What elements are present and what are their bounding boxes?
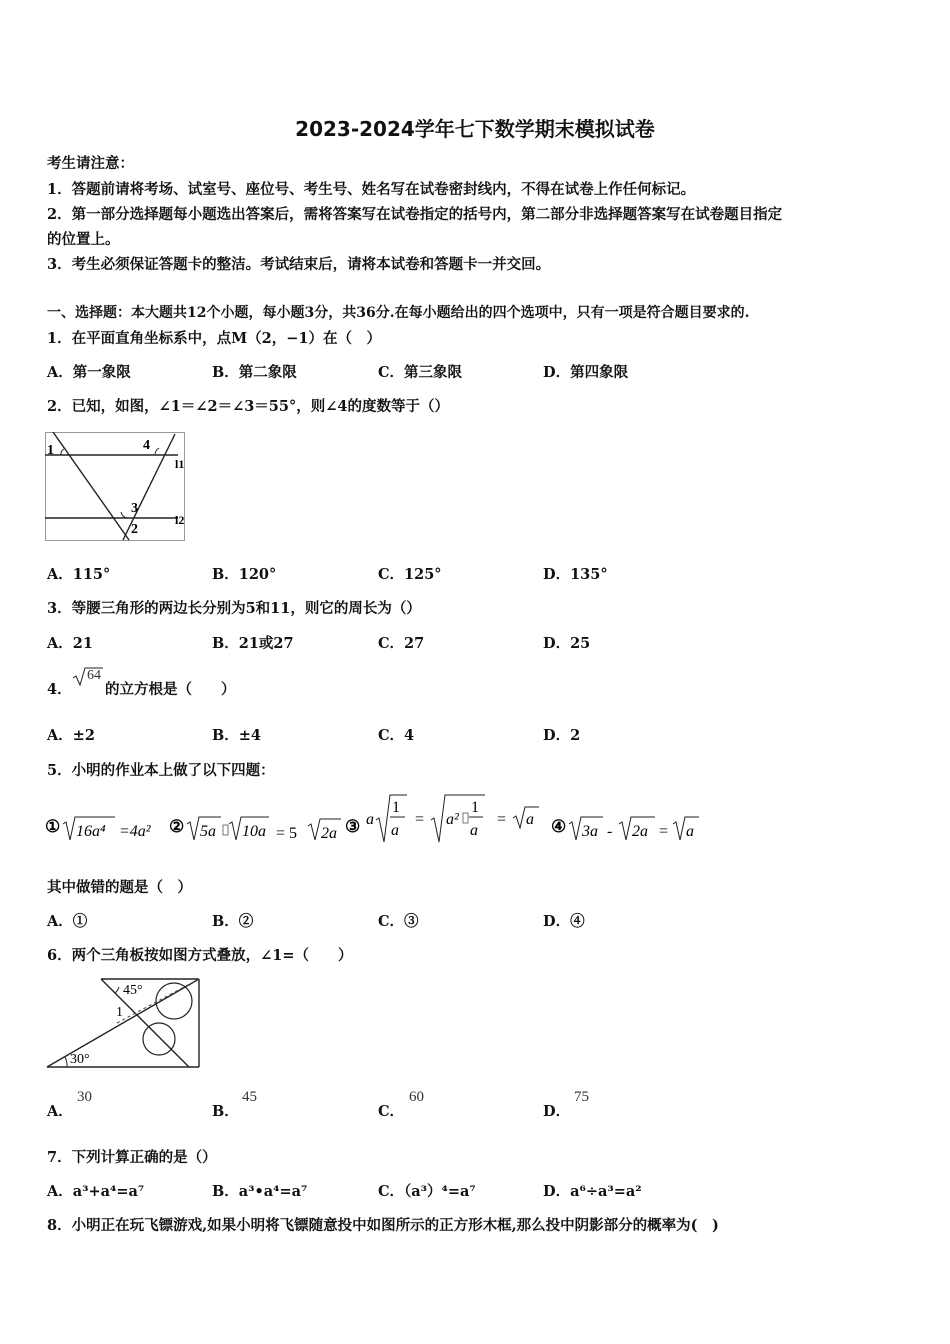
expr-term: a bbox=[526, 811, 534, 828]
option-c-value: 60 bbox=[409, 1089, 424, 1105]
option-c[interactable]: C．第三象限 bbox=[378, 364, 463, 381]
angle-label: 2 bbox=[131, 522, 138, 537]
option-c[interactable]: C．（a³）⁴=a⁷ bbox=[378, 1183, 476, 1200]
notice-item: 3．考生必须保证答题卡的整洁。考试结束后，请将本试卷和答题卡一并交回。 bbox=[47, 256, 551, 273]
parallel-lines-figure bbox=[45, 432, 186, 542]
section-heading: 一、选择题：本大题共12个小题，每小题3分，共36分.在每小题给出的四个选项中，只有一项是符合题目要求的. bbox=[47, 305, 750, 321]
expr-term: a bbox=[366, 811, 374, 828]
expr-term: a bbox=[470, 822, 478, 839]
notice-heading: 考生请注意： bbox=[47, 155, 134, 172]
expr-term: a bbox=[686, 823, 694, 840]
angle-label: 1 bbox=[116, 1005, 123, 1020]
question-stem: 8．小明正在玩飞镖游戏,如果小明将飞镖随意投中如图所示的正方形木框,那么投中阴影部分的概率为( ) bbox=[47, 1217, 719, 1234]
angle-label: 45° bbox=[123, 983, 143, 998]
option-d[interactable]: D．第四象限 bbox=[543, 364, 629, 381]
expr-term: a² bbox=[446, 811, 459, 828]
option-b[interactable]: B．第二象限 bbox=[212, 364, 297, 381]
question-stem: 2．已知，如图，∠1＝∠2＝∠3＝55°，则∠4的度数等于（） bbox=[47, 398, 449, 415]
option-d[interactable]: D．25 bbox=[543, 635, 591, 652]
expr-term: 1 bbox=[392, 799, 400, 816]
angle-label: 30° bbox=[70, 1052, 90, 1067]
expr-term: 16a⁴ bbox=[76, 823, 106, 840]
option-a[interactable]: A．① bbox=[47, 913, 88, 930]
expr-term: 3a bbox=[582, 823, 598, 840]
expr-term: = bbox=[497, 811, 507, 828]
expr-term: 1 bbox=[471, 799, 479, 816]
option-b[interactable]: B．±4 bbox=[212, 727, 261, 744]
question-stem: 的立方根是（ ） bbox=[105, 681, 236, 698]
option-b[interactable]: B．21或27 bbox=[212, 635, 294, 652]
circled-4: ④ bbox=[551, 817, 567, 836]
option-a[interactable]: A．a³+a⁴=a⁷ bbox=[47, 1183, 145, 1200]
circled-1: ① bbox=[45, 817, 61, 836]
option-b[interactable]: B．② bbox=[212, 913, 254, 930]
question-stem: 6．两个三角板按如图方式叠放，∠1=（ ） bbox=[47, 947, 353, 964]
option-a-letter[interactable]: A． bbox=[47, 1103, 73, 1120]
option-d-letter[interactable]: D． bbox=[543, 1103, 571, 1120]
option-d[interactable]: D．135° bbox=[543, 566, 608, 583]
expr-term: = bbox=[659, 823, 669, 840]
notice-item: 的位置上。 bbox=[47, 231, 120, 248]
option-a[interactable]: A．±2 bbox=[47, 727, 95, 744]
notice-item: 2．第一部分选择题每小题选出答案后，需将答案写在试卷指定的括号内，第二部分非选择题答案写在试卷题目指定 bbox=[47, 206, 783, 223]
expr-term: 2a bbox=[632, 823, 648, 840]
math-expressions bbox=[45, 790, 725, 850]
angle-label: 3 bbox=[131, 501, 138, 516]
page-title: 2023-2024学年七下数学期末模拟试卷 bbox=[295, 117, 655, 141]
option-d-value: 75 bbox=[574, 1089, 589, 1105]
option-d[interactable]: D．2 bbox=[543, 727, 581, 744]
line-label: l2 bbox=[175, 513, 185, 527]
circled-2: ② bbox=[169, 817, 185, 836]
question-stem: 5．小明的作业本上做了以下四题： bbox=[47, 762, 275, 779]
option-c[interactable]: C．③ bbox=[378, 913, 419, 930]
option-a[interactable]: A．115° bbox=[47, 566, 111, 583]
option-c[interactable]: C．27 bbox=[378, 635, 425, 652]
option-d[interactable]: D．a⁶÷a³=a² bbox=[543, 1183, 642, 1200]
option-b[interactable]: B．120° bbox=[212, 566, 277, 583]
radicand: 64 bbox=[87, 668, 101, 683]
expr-term: =4a² bbox=[119, 823, 151, 840]
circled-3: ③ bbox=[345, 817, 361, 836]
expr-term: 2a bbox=[321, 825, 337, 842]
expr-term: = 5 bbox=[276, 825, 298, 842]
option-b[interactable]: B．a³•a⁴=a⁷ bbox=[212, 1183, 308, 1200]
expr-term: = bbox=[415, 811, 425, 828]
option-c[interactable]: C．4 bbox=[378, 727, 415, 744]
line-label: l1 bbox=[175, 457, 185, 471]
set-squares-figure bbox=[45, 977, 205, 1071]
option-b-letter[interactable]: B． bbox=[212, 1103, 239, 1120]
expr-term: - bbox=[607, 823, 613, 840]
question-stem: 7．下列计算正确的是（） bbox=[47, 1149, 217, 1166]
question-followup: 其中做错的题是（ ） bbox=[47, 879, 192, 896]
option-a[interactable]: A．21 bbox=[47, 635, 93, 652]
question-number: 4． bbox=[47, 681, 72, 698]
angle-label: 4 bbox=[143, 438, 150, 453]
option-d[interactable]: D．④ bbox=[543, 913, 585, 930]
expr-term: 10a bbox=[242, 823, 266, 840]
option-c[interactable]: C．125° bbox=[378, 566, 442, 583]
expr-term: 5a bbox=[200, 823, 216, 840]
option-b-value: 45 bbox=[242, 1089, 257, 1105]
question-stem: 3．等腰三角形的两边长分别为5和11，则它的周长为（） bbox=[47, 600, 421, 617]
option-c-letter[interactable]: C． bbox=[378, 1103, 405, 1120]
option-a[interactable]: A．第一象限 bbox=[47, 364, 131, 381]
question-stem: 1．在平面直角坐标系中，点M（2，−1）在（ ） bbox=[47, 330, 381, 347]
option-a-value: 30 bbox=[77, 1089, 92, 1105]
angle-label: 1 bbox=[47, 443, 54, 458]
expr-term: a bbox=[391, 822, 399, 839]
notice-item: 1．答题前请将考场、试室号、座位号、考生号、姓名写在试卷密封线内，不得在试卷上作任何标记。 bbox=[47, 181, 696, 198]
